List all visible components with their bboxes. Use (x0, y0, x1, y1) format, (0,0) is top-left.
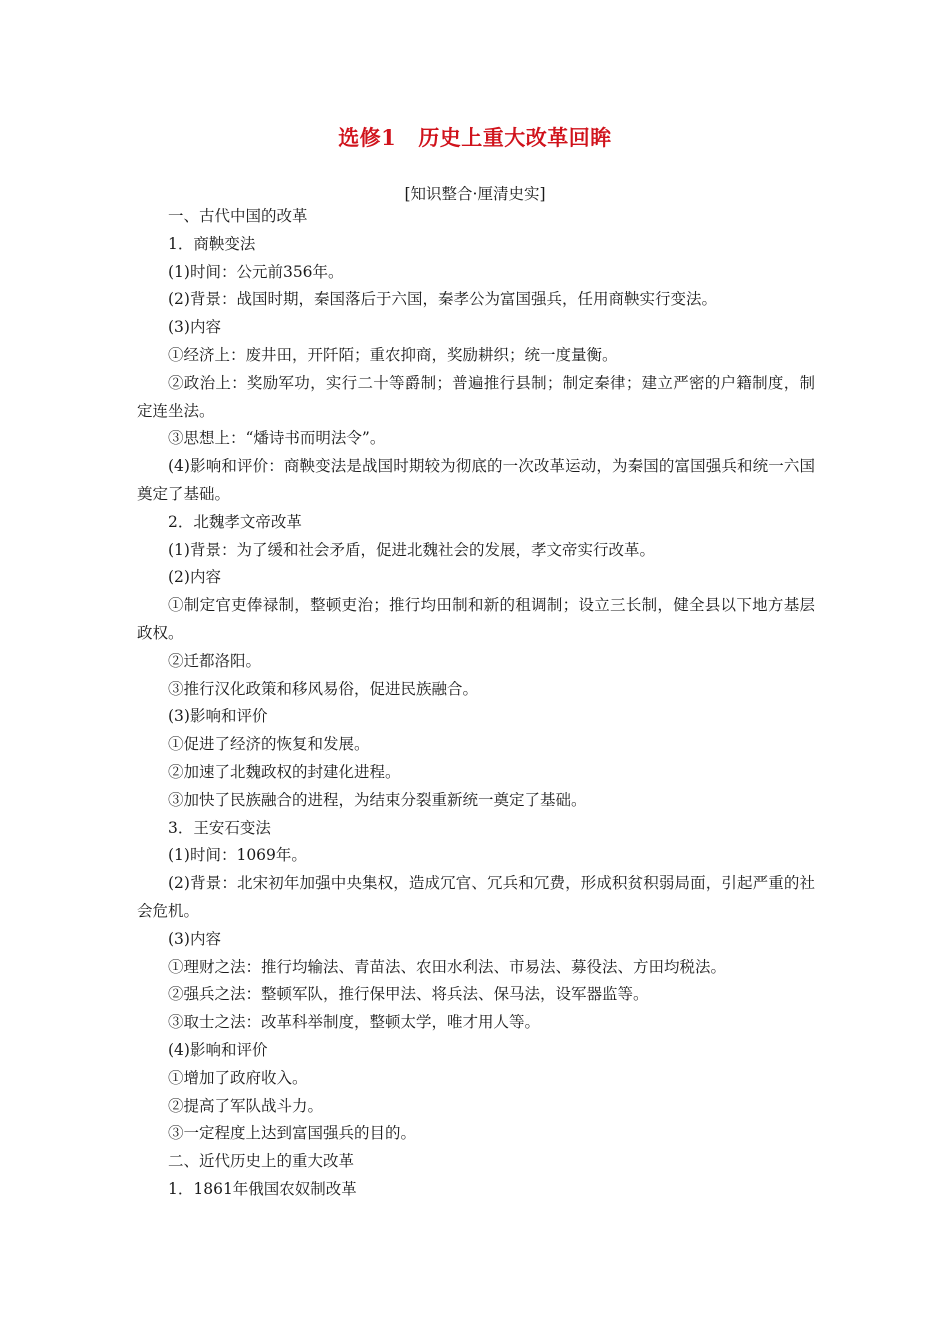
paragraph: (2)背景：战国时期，秦国落后于六国，秦孝公为富国强兵，任用商鞅实行变法。 (168, 290, 717, 309)
paragraph: (4)影响和评价：商鞅变法是战国时期较为彻底的一次改革运动，为秦国的富国强兵和统一六国奠定了基础。 (137, 457, 815, 503)
paragraph: ①理财之法：推行均输法、青苗法、农田水利法、市易法、募役法、方田均税法。 (168, 957, 727, 976)
paragraph: ①制定官吏俸禄制，整顿吏治；推行均田制和新的租调制；设立三长制，健全县以下地方基层政权。 (137, 596, 815, 642)
paragraph: (2)内容 (168, 568, 221, 587)
paragraph: 1．商鞅变法 (168, 234, 256, 253)
paragraph: ②加速了北魏政权的封建化进程。 (168, 762, 401, 781)
title-course: 选修1 (338, 125, 397, 150)
paragraph: ③取士之法：改革科举制度，整顿太学，唯才用人等。 (168, 1013, 541, 1032)
paragraph: (1)时间：1069年。 (168, 846, 307, 865)
paragraph: 二、近代历史上的重大改革 (168, 1152, 355, 1171)
paragraph: (3)影响和评价 (168, 707, 268, 726)
paragraph: (3)内容 (168, 929, 221, 948)
paragraph: (4)影响和评价 (168, 1040, 268, 1059)
paragraph: ①增加了政府收入。 (168, 1068, 308, 1087)
paragraph: 一、古代中国的改革 (168, 207, 308, 225)
paragraph: ③思想上：“燔诗书而明法令”。 (168, 429, 386, 448)
title-topic: 历史上重大改革回眸 (418, 125, 612, 150)
paragraph: ②迁都洛阳。 (168, 651, 262, 670)
paragraph: ③加快了民族融合的进程，为结束分裂重新统一奠定了基础。 (168, 790, 587, 809)
paragraph: ②强兵之法：整顿军队，推行保甲法、将兵法、保马法，设军器监等。 (168, 985, 649, 1004)
page-title (0, 122, 950, 152)
paragraph: ③一定程度上达到富国强兵的目的。 (168, 1124, 417, 1143)
paragraph: ③推行汉化政策和移风易俗，促进民族融合。 (168, 679, 479, 698)
section-subtitle: [知识整合·厘清史实] (404, 185, 546, 203)
paragraph: ①促进了经济的恢复和发展。 (168, 735, 370, 754)
paragraph: (1)时间：公元前356年。 (168, 262, 344, 281)
document-body (137, 203, 815, 1204)
paragraph: 3．王安石变法 (168, 818, 271, 837)
paragraph: ②政治上：奖励军功，实行二十等爵制；普遍推行县制；制定秦律；建立严密的户籍制度，制定连坐法。 (137, 373, 815, 420)
paragraph: 2．北魏孝文帝改革 (168, 512, 302, 531)
paragraph: (2)背景：北宋初年加强中央集权，造成冗官、冗兵和冗费，形成积贫积弱局面，引起严重的社会危机。 (137, 874, 815, 920)
paragraph: ①经济上：废井田，开阡陌；重农抑商，奖励耕织；统一度量衡。 (168, 345, 618, 364)
paragraph: (1)背景：为了缓和社会矛盾，促进北魏社会的发展，孝文帝实行改革。 (168, 540, 655, 559)
paragraph: 1．1861年俄国农奴制改革 (168, 1179, 357, 1198)
paragraph: ②提高了军队战斗力。 (168, 1096, 324, 1115)
paragraph: (3)内容 (168, 318, 221, 337)
